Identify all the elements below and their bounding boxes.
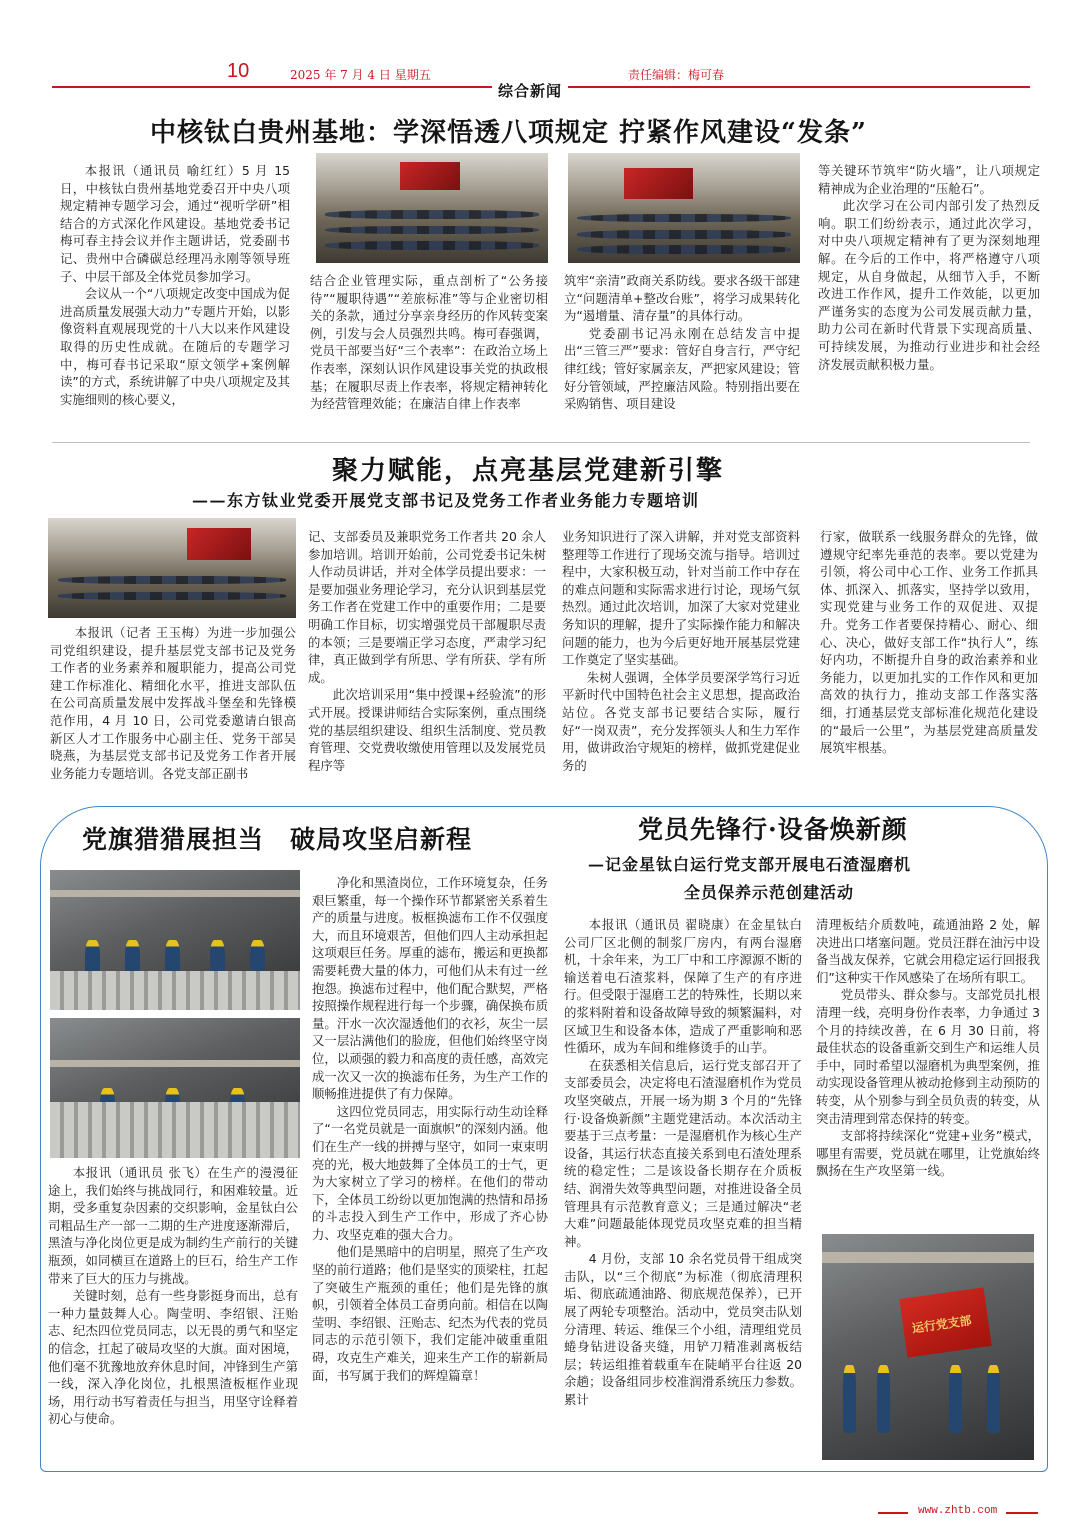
article1-para: 此次学习在公司内部引发了热烈反响。职工们纷纷表示，通过此次学习，对中央八项规定精神有了更为深刻地理解。在今后的工作中，将严格遵守八项规定，从自身做起，从细节入手，不断改进工作作风，提升工作效能，以更加严谨务实的态度为公司发展贡献力量，助力公司在新时代背景下实现高质量、可持续发展，为推动行业进步和社会经济发展贡献积极力量。 (818, 198, 1040, 372)
footer-rule-left (878, 1512, 908, 1514)
article1-para: 本报讯（通讯员 喻红红）5 月 15 日，中核钛白贵州基地党委召开中央八项规定精神专题学习会，通过“视听学研”相结合的方式深化作风建设。基地党委书记梅可春主持会议并作主题讲话，党委副书记、贵州中合磷碳总经理冯永刚等领导班子、中层干部及全体党员参加学习。 (60, 163, 290, 284)
meeting-photo (316, 153, 548, 263)
divider (52, 442, 1030, 443)
article2-para: 本报讯（记者 王玉梅）为进一步加强公司党组织建设，提升基层党支部书记及党务工作者的业务素养和履职能力，提高公司党建工作标准化、精细化水平，推进支部队伍在公司高质量发展中发挥战斗堡垒和先锋模范作用，4 月 10 日，公司党委邀请白银高新区人才工作服务中心副主任、党务干部吴晓燕，为基层党支部书记及党务工作者开展业务能力专题培训。各党支部正副书 (50, 625, 296, 781)
section-label: 综合新闻 (492, 80, 568, 101)
article3-para: 他们是黑暗中的启明星，照亮了生产攻坚的前行道路；他们是坚实的顶梁柱，扛起了突破生产瓶颈的重任；他们是先锋的旗帜，引领着全体员工奋勇向前。相信在以陶莹明、李绍银、汪贻志、纪杰为代表的党员同志的示范引领下，我们定能冲破重重阻碍，攻克生产难关，迎来生产工作的崭新局面，书写属于我们的辉煌篇章！ (312, 1244, 548, 1383)
article2-col3 (562, 528, 800, 800)
article1-para: 结合企业管理实际，重点剖析了“公务接待”“履职待遇”“差旅标准”等与企业密切相关的条款，通过分享亲身经历的作风转变案例，引发与会人员强烈共鸣。梅可春强调，党员干部要当好“三个表率”：在政治立场上作表率，深刻认识作风建设事关党的执政根基；在履职尽责上作表率，将规定精神转化为经营管理效能；在廉洁自律上作表率 (310, 273, 548, 412)
article4-para: 在获悉相关信息后，运行党支部召开了支部委员会，决定将电石渣湿磨机作为党员攻坚突破点，开展一场为期 3 个月的“先锋行·设备焕新颜”主题党建活动。本次活动主要基于三点考量：一是湿磨机作为核心生产设备，其运行状态直接关系到电石渣处理系统的稳定性；二是该设备长期存在介质板结、润滑失效等典型问题，对推进设备全员管理具有示范教育意义；三是通过解决“老大难”问题最能体现党员攻坚克难的担当精神。 (564, 1057, 802, 1249)
party-branch-banner (899, 1287, 991, 1357)
article3-para: 关键时刻，总有一些身影挺身而出，总有一种力量鼓舞人心。陶莹明、李绍银、汪贻志、纪杰四位党员同志，以无畏的勇气和坚定的信念，扛起了破局攻坚的大旗。面对困境，他们毫不犹豫地放弃休息时间，冲锋到生产第一线，深入净化岗位，扎根黑渣板框作业现场，用行动书写着责任与担当，用坚守诠释着初心与使命。 (48, 1288, 298, 1427)
article3-col2 (312, 874, 548, 1466)
article1-para: 等关键环节筑牢“防火墙”，让八项规定精神成为企业治理的“压舱石”。 (818, 163, 1040, 196)
article4-subtitle: 全员保养示范创建活动 (684, 883, 855, 902)
worker-photo (50, 1018, 300, 1158)
article2-col2 (308, 528, 546, 800)
article1-para: 筑牢“亲清”政商关系防线。要求各级干部建立“问题清单+整改台账”，将学习成果转化为“遏增量、清存量”的具体行动。 (564, 273, 800, 324)
article3-col1 (48, 1164, 298, 1466)
article4-col1 (564, 916, 802, 1466)
article1-title: 中核钛白贵州基地：学深悟透八项规定 拧紧作风建设“发条” (150, 118, 867, 148)
article2-subtitle: ——东方钛业党委开展党支部书记及党务工作者业务能力专题培训 (192, 491, 700, 510)
meeting-photo (568, 153, 800, 263)
article3-para: 本报讯（通讯员 张飞）在生产的漫漫征途上，我们始终与挑战同行，和困难较量。近期，受多重复杂因素的交织影响，金星钛白公司粗品生产一部一二期的生产进度逐渐滞后，黑渣与净化岗位更是成为制约生产前行的关键瓶颈，如同横亘在道路上的巨石，给生产工作带来了巨大的压力与挑战。 (48, 1165, 298, 1286)
article1-col2 (310, 272, 548, 432)
issue-date: 2025 年 7 月 4 日 星期五 (290, 68, 431, 82)
editor-credit: 责任编辑：梅可春 (628, 68, 725, 82)
article1-col1 (60, 162, 290, 432)
article2-col1 (50, 624, 296, 800)
page-number: 10 (227, 60, 250, 82)
article3-title: 党旗猎猎展担当 破局攻坚启新程 (82, 825, 473, 854)
article4-title: 党员先锋行·设备焕新颜 (638, 815, 908, 844)
footer-rule-right (1006, 1512, 1038, 1514)
article4-para: 本报讯（通讯员 翟晓康）在金星钛白公司厂区北侧的制浆厂房内，有两台湿磨机，十余年来，为工厂中和工序源源不断的输送着电石渣浆料，保障了生产的有序进行。但受限于湿磨工艺的特殊性，长期以来的浆料附着和设备故障导致的频繁漏料，对区域卫生和设备本体，造成了严重影响和恶性循环，成为车间和维修烫手的山芋。 (564, 917, 802, 1056)
article3-para: 这四位党员同志，用实际行动生动诠释了“一名党员就是一面旗帜”的深刻内涵。他们在生产一线的拼搏与坚守，如同一束束明亮的光，极大地鼓舞了全体员工的士气，更为大家树立了学习的榜样。在他们的带动下，全体员工纷纷以更加饱满的热情和昂扬的斗志投入到生产工作中，形成了齐心协力、攻坚克难的强大合力。 (312, 1103, 548, 1242)
team-banner-photo (822, 1234, 1034, 1460)
article2-para: 朱树人强调，全体学员要深学笃行习近平新时代中国特色社会主义思想，提高政治站位。各党支部书记要结合实际，履行好“一岗双责”，充分发挥领头人和生力军作用，做讲政治守规矩的榜样，做抓党建促业务的 (562, 669, 800, 773)
article4-subtitle: —记金星钛白运行党支部开展电石渣湿磨机 (588, 855, 912, 874)
banner-text: 运行党支部 (910, 1313, 973, 1336)
article4-para: 4 月份，支部 10 余名党员骨干组成突击队，以“三个彻底”为标准（彻底清理积垢、彻底疏通油路、彻底规范保养），已开展了两轮专项整治。活动中，党员突击队划分清理、转运、维保三个小组，清理组党员蜷身钻进设备夹缝，用铲刀精准剥离板结层；转运组推着载重车在陡峭平台往返 20 余趟；设备组同步校准润滑系统压力参数。累计 (564, 1251, 802, 1408)
article1-col3 (564, 272, 800, 432)
article2-para: 业务知识进行了深入讲解，并对党支部资料整理等工作进行了现场交流与指导。培训过程中，大家积极互动，针对当前工作中存在的难点问题和实际需求进行讨论，现场气氛热烈。通过此次培训，加深了大家对党建业务知识的理解，提升了实际操作能力和解决问题的能力，也为今后更好地开展基层党建工作奠定了坚实基础。 (562, 529, 800, 668)
worker-photo (50, 870, 300, 1010)
article1-para: 会议从一个“八项规定改变中国成为促进高质量发展强大动力”专题片开始，以影像资料直观展现党的十八大以来作风建设取得的历史性成就。在随后的专题学习中，梅可春书记采取“原文领学+案例解读”的方式，系统讲解了中央八项规定及其实施细则的核心要义， (60, 286, 290, 407)
article2-col4 (820, 528, 1038, 800)
footer-url: www.zhtb.com (918, 1505, 998, 1517)
article1-col4 (818, 162, 1040, 436)
article2-para: 记、支部委员及兼职党务工作者共 20 余人参加培训。培训开始前，公司党委书记朱树人作动员讲话，并对全体学员提出要求：一是要加强业务理论学习，充分认识到基层党务工作者在党建工作中的重要作用；二是要明确工作目标，切实增强党员干部履职尽责的本领；三是要端正学习态度，严肃学习纪律，真正做到学有所思、学有所获、学有所成。 (308, 529, 546, 685)
article4-para: 支部将持续深化“党建+业务”模式，哪里有需要，党员就在哪里，让党旗始终飘扬在生产攻坚第一线。 (816, 1128, 1040, 1179)
article3-para: 净化和黑渣岗位，工作环境复杂，任务艰巨繁重，每一个操作环节都紧密关系着生产的质量与进度。板框换滤布工作不仅强度大，而且环境艰苦，但他们四人主动承担起这项艰巨任务。厚重的滤布，搬运和更换都需要耗费大量的体力，可他们从未有过一丝抱怨。换滤布过程中，他们配合默契，严格按照操作规程进行每一个步骤，确保换布质量。汗水一次次湿透他们的衣衫，灰尘一层又一层沾满他们的脸庞，但他们始终坚守岗位，以顽强的毅力和高度的责任感，高效完成一次又一次的换滤布任务，为生产工作的顺畅推进提供了有力保障。 (312, 875, 548, 1102)
article4-col2 (816, 916, 1040, 1228)
training-photo (48, 518, 296, 618)
article4-para: 党员带头、群众参与。支部党员扎根清理一线，亮明身份作表率，力争通过 3 个月的持续改善，在 6 月 30 日前，将最佳状态的设备重新交到生产和运维人员手中，同时希望以湿磨机为典型案例，推动实现设备管理从被动抢修到主动预防的转变，从个别参与到全员负责的转变，从突击清理到常态保持的转变。 (816, 987, 1040, 1126)
article2-title: 聚力赋能，点亮基层党建新引擎 (332, 456, 725, 486)
article4-para: 清理板结介质数吨，疏通油路 2 处，解决进出口堵塞问题。党员汪群在油污中设备当战友保养，它就会用稳定运行回报我们”这种实干作风感染了在场所有职工。 (816, 917, 1040, 985)
article2-para: 行家，做联系一线服务群众的先锋，做遵规守纪率先垂范的表率。要以党建为引领，将公司中心工作、业务工作抓具体、抓深入、抓落实，坚持学以致用，实现党建与业务工作的双促进、双提升。党务工作者要保持精心、耐心、细心、决心，做好支部工作“执行人”，练好内功，不断提升自身的政治素养和业务能力，以更加扎实的工作作风和更加高效的执行力，推动支部工作落实落细，打通基层党支部标准化规范化建设的“最后一公里”，为基层党建高质量发展筑牢根基。 (820, 529, 1038, 756)
article2-para: 此次培训采用“集中授课+经验流”的形式开展。授课讲师结合实际案例，重点围绕党的基层组织建设、组织生活制度、党员教育管理、交党费收缴使用管理以及发展党员程序等 (308, 687, 546, 773)
article1-para: 党委副书记冯永刚在总结发言中提出“三管三严”要求：管好自身言行，严守纪律红线；管好家属亲友，严把家风建设；管好分管领域，严控廉洁风险。特别指出要在采购销售、项目建设 (564, 325, 800, 412)
